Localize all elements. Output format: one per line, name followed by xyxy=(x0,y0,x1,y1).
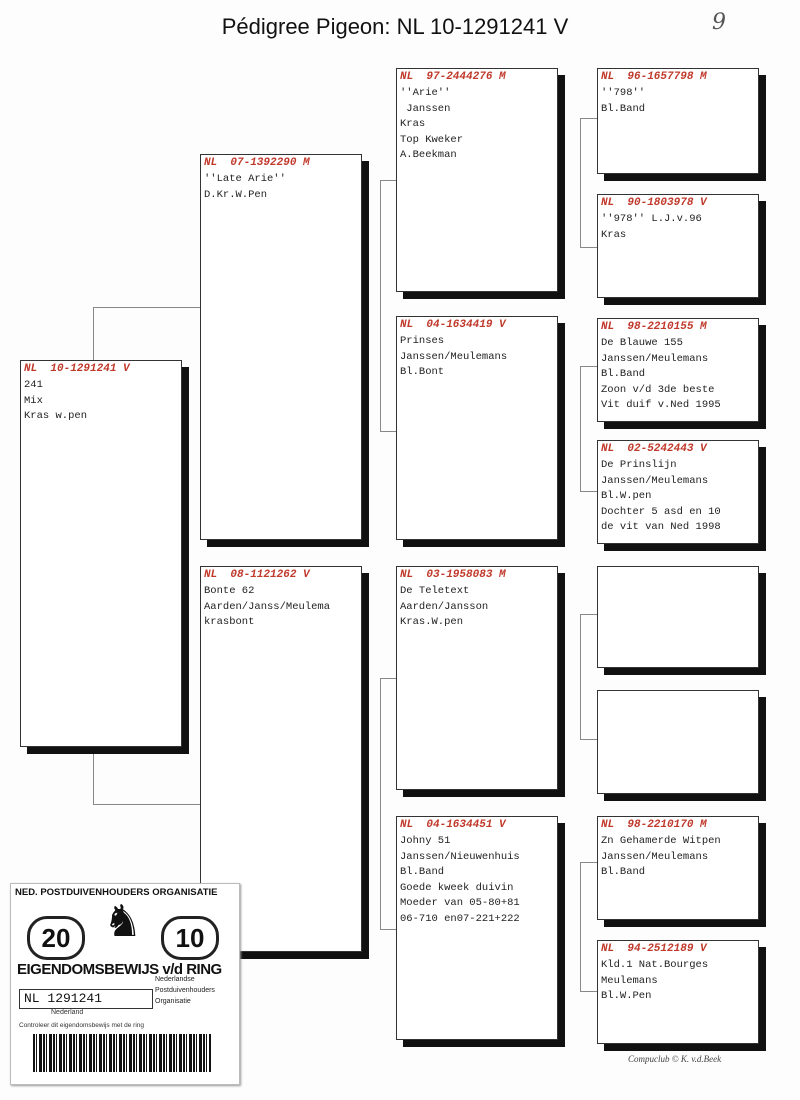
card-year-left: 20 xyxy=(27,916,85,960)
pigeon-info-line: de vit van Ned 1998 xyxy=(601,521,721,533)
pigeon-box-father xyxy=(200,154,362,540)
pigeon-info-line: ''Late Arie'' xyxy=(204,173,286,185)
ring-number: NL 03-1958083 M xyxy=(400,569,506,581)
pigeon-info-line: Bl.Band xyxy=(601,866,646,878)
pigeon-info-line: Bl.Band xyxy=(601,102,646,115)
pigeon-info-line: Prinses xyxy=(400,335,445,347)
card-country: Nederland xyxy=(51,1009,84,1016)
pigeon-info-line: ''Arie'' xyxy=(400,87,451,99)
pigeon-info-line: Janssen/Meulemans xyxy=(601,474,709,487)
pigeon-info-line: Johny 51 xyxy=(400,835,451,847)
pigeon-info-line: Top Kweker xyxy=(400,133,464,146)
pigeon-info-line: Kras xyxy=(601,228,627,241)
pigeon-info-line: Vit duif v.Ned 1995 xyxy=(601,399,721,411)
pigeon-box-mfm xyxy=(597,690,759,794)
connector-fm-parents xyxy=(580,366,598,492)
connector-mf-parents xyxy=(580,614,598,740)
ring-number: NL 94-2512189 V xyxy=(601,943,707,955)
connector-ff-parents xyxy=(580,118,598,248)
card-year-right: 10 xyxy=(161,916,219,960)
pigeon-box-mmm xyxy=(597,940,759,1044)
pigeon-box-mmf xyxy=(597,816,759,920)
pigeon-info-line: Bl.Band xyxy=(400,866,445,878)
ring-number: NL 04-1634451 V xyxy=(400,819,506,831)
pigeon-box-fmf xyxy=(597,318,759,422)
footer-credit: Compuclub © K. v.d.Beek xyxy=(628,1054,722,1064)
ring-number: NL 97-2444276 M xyxy=(400,71,506,83)
card-ring-number: NL 1291241 xyxy=(19,989,153,1009)
pigeon-info-line: Moeder van 05-80+81 xyxy=(400,897,520,909)
pigeon-info-line: Meulemans xyxy=(601,974,658,987)
pigeon-box-subject xyxy=(20,360,182,747)
card-organisation: NED. POSTDUIVENHOUDERS ORGANISATIE xyxy=(15,887,218,898)
card-org-name-lines xyxy=(155,974,215,1007)
pigeon-box-ff xyxy=(396,68,558,292)
ring-number: NL 90-1803978 V xyxy=(601,197,707,209)
pigeon-box-mf xyxy=(396,566,558,790)
pigeon-info-line: ''978'' L.J.v.96 xyxy=(601,213,702,225)
ring-number: NL 04-1634419 V xyxy=(400,319,506,331)
pigeon-info-line: A.Beekman xyxy=(400,149,457,161)
barcode xyxy=(33,1034,211,1072)
pigeon-info-line: Janssen/Meulemans xyxy=(601,352,709,365)
pigeon-box-mm xyxy=(396,816,558,1040)
pigeon-info-line: Bl.Bont xyxy=(400,366,445,378)
pigeon-info-line: Bonte 62 xyxy=(204,585,255,597)
page-title: Pédigree Pigeon: NL 10-1291241 V xyxy=(221,14,569,39)
pigeon-info-line: Janssen/Meulemans xyxy=(601,850,709,863)
pigeon-info-line: Aarden/Jansson xyxy=(400,600,489,613)
pigeon-info-line: 241 xyxy=(24,379,43,391)
ring-number: NL 98-2210170 M xyxy=(601,819,707,831)
pigeon-info-line: Janssen xyxy=(400,102,451,115)
pigeon-info-line: Janssen/Meulemans xyxy=(400,350,508,363)
ring-number: NL 07-1392290 M xyxy=(204,157,310,169)
page-number: 9 xyxy=(712,10,726,35)
card-document-title: EIGENDOMSBEWIJS v/d RING xyxy=(17,961,222,978)
card-org-line: Organisatie xyxy=(155,998,191,1005)
pigeon-info-line: Bl.Band xyxy=(601,368,646,380)
pigeon-info-line: Bl.W.pen xyxy=(601,490,652,502)
ring-number: NL 02-5242443 V xyxy=(601,443,707,455)
pigeon-info-line: Mix xyxy=(24,394,43,407)
pigeon-info-line: ''798'' xyxy=(601,87,646,99)
card-org-line: Nederlandse xyxy=(155,976,195,983)
pigeon-info-line: Janssen/Nieuwenhuis xyxy=(400,850,520,863)
pigeon-info-line: Dochter 5 asd en 10 xyxy=(601,505,721,518)
pigeon-box-ffm xyxy=(597,194,759,298)
pigeon-box-fmm xyxy=(597,440,759,544)
pigeon-info-line: D.Kr.W.Pen xyxy=(204,188,268,201)
pigeon-info-line: Goede kweek duivin xyxy=(400,881,514,894)
pigeon-info-line: Zoon v/d 3de beste xyxy=(601,383,715,396)
pigeon-info-line: Kras.W.pen xyxy=(400,616,464,628)
card-org-line: Postduivenhouders xyxy=(155,987,215,994)
pigeon-box-fm xyxy=(396,316,558,540)
pigeon-info-line: De Blauwe 155 xyxy=(601,337,683,349)
ring-number: NL 98-2210155 M xyxy=(601,321,707,333)
pigeon-info-line: Kras w.pen xyxy=(24,410,88,422)
pigeon-info-line: Kras xyxy=(400,118,426,130)
pigeon-info-line: Kld.1 Nat.Bourges xyxy=(601,959,709,971)
pigeon-info-line: Aarden/Janss/Meulema xyxy=(204,600,331,613)
pigeon-box-mff xyxy=(597,566,759,668)
pigeon-box-fff xyxy=(597,68,759,174)
pigeon-info-line: 06-710 en07-221+222 xyxy=(400,912,520,925)
ring-number: NL 96-1657798 M xyxy=(601,71,707,83)
pigeon-info-line: De Teletext xyxy=(400,585,470,597)
pigeon-info-line: krasbont xyxy=(204,616,255,628)
ring-number: NL 08-1121262 V xyxy=(204,569,310,581)
lion-emblem-icon: ♞ xyxy=(103,897,143,946)
pigeon-info-line: De Prinslijn xyxy=(601,459,677,471)
ring-ownership-card xyxy=(10,883,240,1085)
card-check-text: Controleer dit eigendomsbewijs met de ring xyxy=(19,1022,145,1029)
pigeon-info-line: Bl.W.Pen xyxy=(601,990,652,1002)
pigeon-info-line: Zn Gehamerde Witpen xyxy=(601,835,721,847)
ring-number: NL 10-1291241 V xyxy=(24,363,130,375)
connector-mm-parents xyxy=(580,862,598,992)
